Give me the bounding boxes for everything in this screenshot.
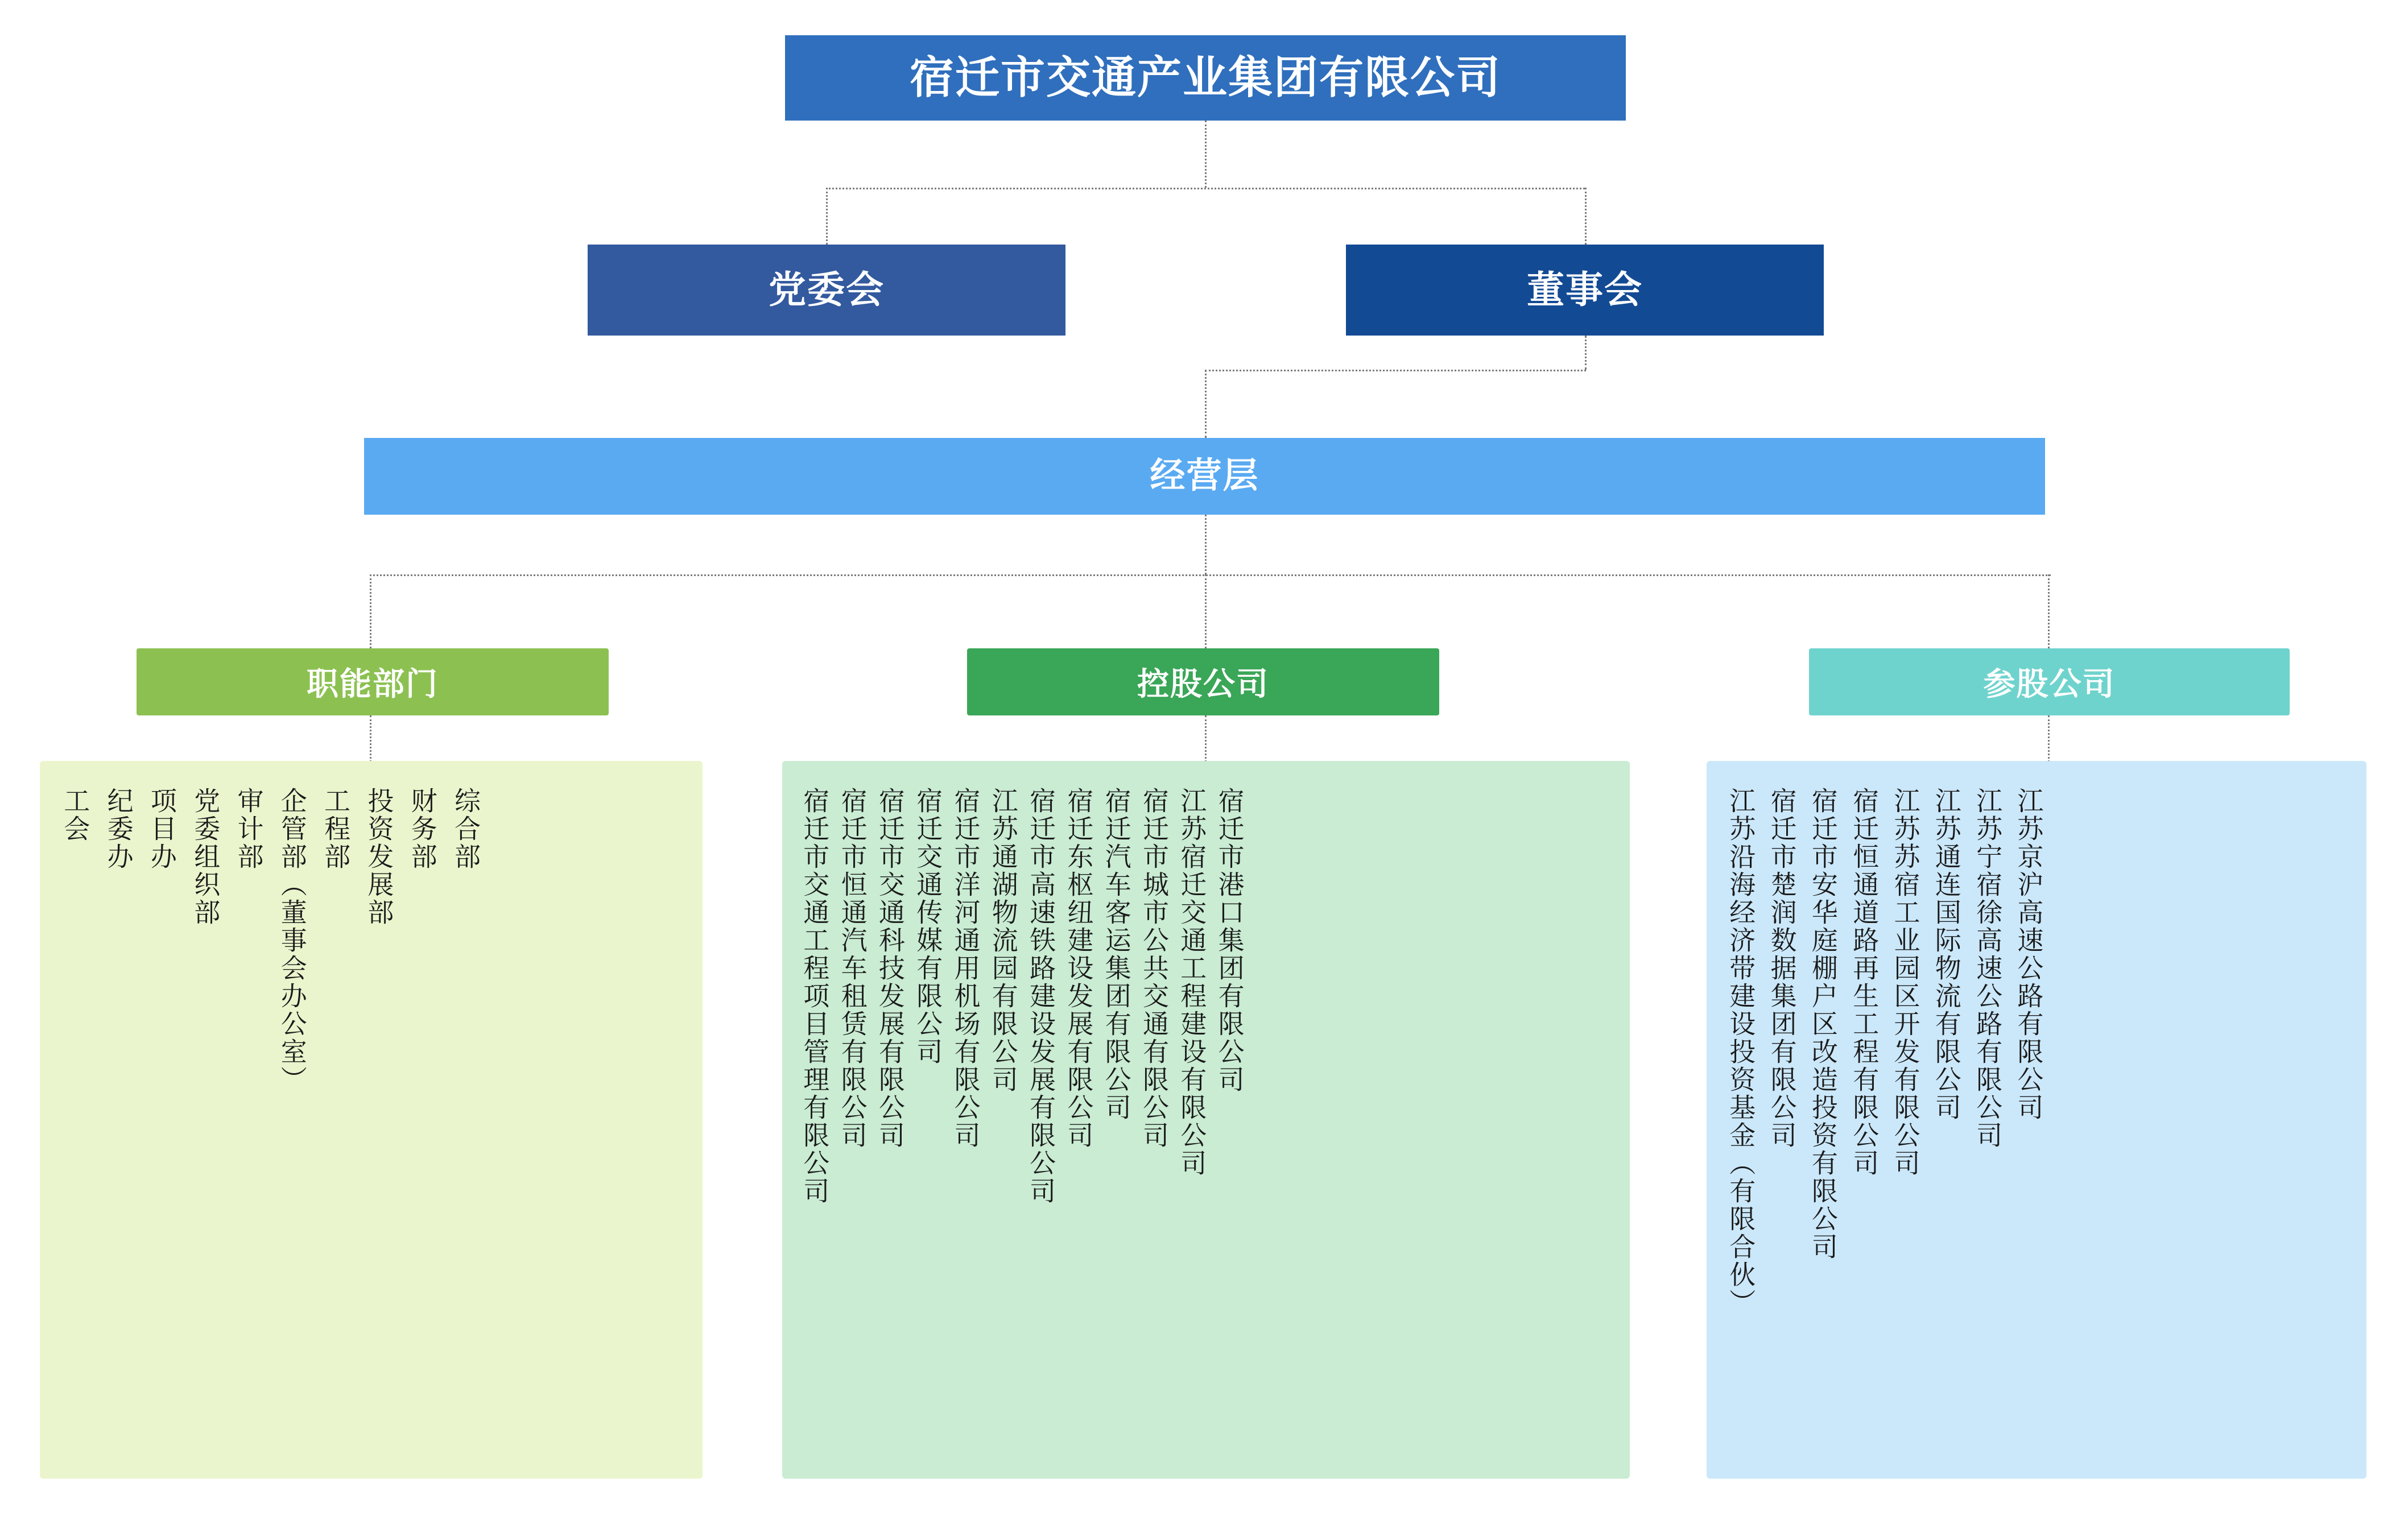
holding-company-item[interactable]: 宿迁市港口集团有限公司 — [1215, 787, 1245, 1094]
functional-department-item[interactable]: 综合部 — [451, 787, 481, 871]
shareholding-company-item[interactable]: 宿迁市楚润数据集团有限公司 — [1767, 787, 1797, 1149]
shareholding-company-item[interactable]: 宿迁恒通道路再生工程有限公司 — [1849, 787, 1880, 1177]
connector-to-functional — [370, 574, 371, 648]
holding-company-item[interactable]: 江苏通湖物流园有限公司 — [988, 787, 1018, 1094]
node-root[interactable]: 宿迁市交通产业集团有限公司 — [785, 35, 1626, 121]
connector-shareholding-panel — [2048, 715, 2050, 762]
shareholding-company-item[interactable]: 江苏沿海经济带建设投资基金（有限合伙） — [1726, 787, 1756, 1317]
node-board[interactable]: 董事会 — [1346, 245, 1824, 336]
node-management[interactable]: 经营层 — [364, 438, 2045, 515]
holding-company-item[interactable]: 宿迁汽车客运集团有限公司 — [1101, 787, 1131, 1122]
functional-department-item[interactable]: 审计部 — [234, 787, 264, 871]
connector-to-board — [1585, 188, 1587, 245]
functional-department-item[interactable]: 工程部 — [321, 787, 351, 871]
connector-to-party — [826, 188, 828, 245]
functional-department-item[interactable]: 纪委办 — [104, 787, 134, 871]
connector-to-shareholding — [2048, 574, 2050, 648]
shareholding-company-item[interactable]: 江苏京沪高速公路有限公司 — [2014, 787, 2044, 1122]
holding-company-item[interactable]: 宿迁市交通工程项目管理有限公司 — [800, 787, 830, 1205]
holding-company-item[interactable]: 宿迁市恒通汽车租赁有限公司 — [837, 787, 868, 1149]
panel-shareholding-companies — [1707, 761, 2366, 1479]
holding-company-item[interactable]: 宿迁市高速铁路建设发展有限公司 — [1026, 787, 1056, 1205]
connector-categories-bus — [370, 574, 2051, 576]
holding-company-item[interactable]: 宿迁东枢纽建设发展有限公司 — [1064, 787, 1094, 1149]
shareholding-company-item[interactable]: 江苏苏宿工业园区开发有限公司 — [1890, 787, 1920, 1177]
functional-department-item[interactable]: 企管部（董事会办公室） — [277, 787, 307, 1094]
connector-management-down — [1205, 515, 1207, 574]
connector-root-down — [1205, 121, 1207, 188]
holding-company-item[interactable]: 宿迁市交通科技发展有限公司 — [875, 787, 905, 1149]
holding-company-item[interactable]: 宿迁交通传媒有限公司 — [913, 787, 943, 1066]
category-functional[interactable]: 职能部门 — [137, 648, 609, 715]
holding-company-item[interactable]: 宿迁市洋河通用机场有限公司 — [951, 787, 981, 1149]
node-party-committee[interactable]: 党委会 — [588, 245, 1065, 336]
category-shareholding[interactable]: 参股公司 — [1809, 648, 2290, 715]
functional-department-item[interactable]: 工会 — [60, 787, 90, 843]
connector-functional-panel — [370, 715, 371, 762]
holding-company-item[interactable]: 江苏宿迁交通工程建设有限公司 — [1177, 787, 1207, 1177]
holding-company-item[interactable]: 宿迁市城市公共交通有限公司 — [1139, 787, 1169, 1149]
shareholding-company-item[interactable]: 江苏通连国际物流有限公司 — [1931, 787, 1961, 1122]
functional-department-item[interactable]: 项目办 — [147, 787, 177, 871]
shareholding-company-item[interactable]: 宿迁市安华庭棚户区改造投资有限公司 — [1808, 787, 1838, 1261]
connector-holding-panel — [1205, 715, 1207, 762]
panel-functional-departments — [40, 761, 703, 1479]
connector-root-horizontal — [826, 188, 1585, 189]
category-holding[interactable]: 控股公司 — [967, 648, 1439, 715]
functional-department-item[interactable]: 投资发展部 — [364, 787, 394, 926]
connector-management-up — [1205, 370, 1207, 438]
panel-holding-companies — [782, 761, 1630, 1479]
functional-department-item[interactable]: 财务部 — [407, 787, 437, 871]
connector-board-left — [1205, 370, 1586, 371]
functional-department-item[interactable]: 党委组织部 — [191, 787, 221, 926]
connector-board-down — [1585, 336, 1587, 370]
shareholding-company-item[interactable]: 江苏宁宿徐高速公路有限公司 — [1973, 787, 2003, 1149]
connector-to-holding — [1205, 574, 1207, 648]
